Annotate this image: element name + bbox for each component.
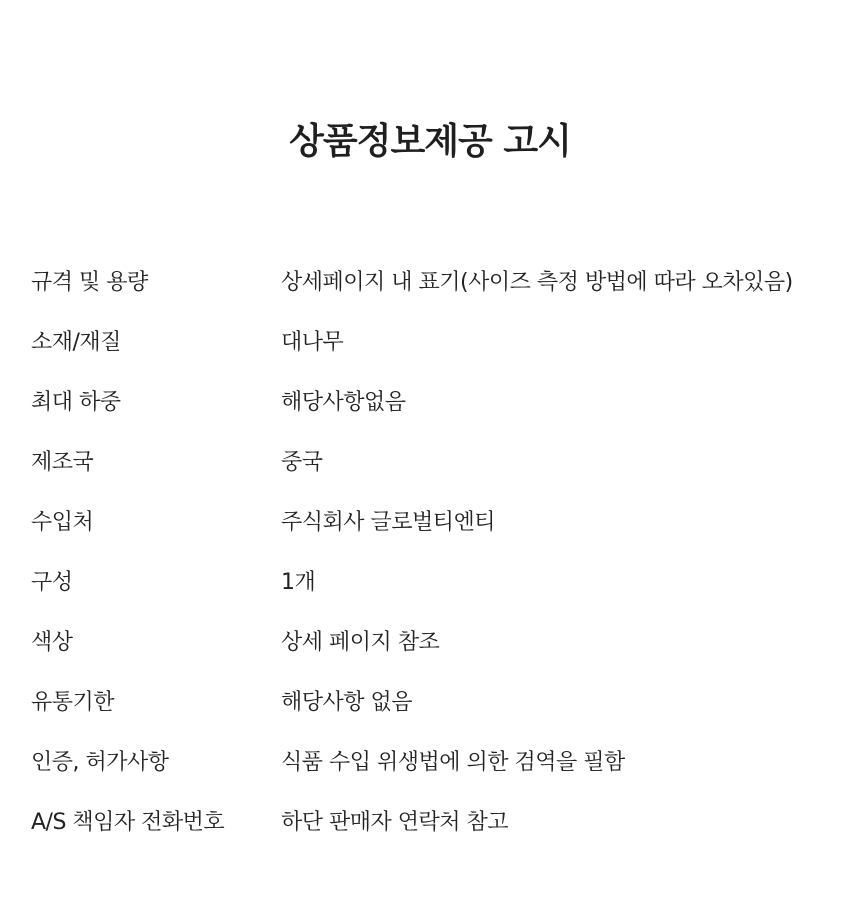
- info-table: [31, 250, 851, 850]
- row-value: 중국: [281, 449, 323, 475]
- table-row: [31, 250, 851, 310]
- row-label: 인증, 허가사항: [31, 749, 169, 775]
- table-row: [31, 730, 851, 790]
- row-label: 색상: [31, 629, 73, 655]
- table-row: [31, 370, 851, 430]
- row-value: 상세페이지 내 표기(사이즈 측정 방법에 따라 오차있음): [281, 269, 793, 295]
- table-row: [31, 310, 851, 370]
- row-value: 대나무: [281, 329, 344, 355]
- row-label: 소재/재질: [31, 329, 121, 355]
- page-title: 상품정보제공 고시: [289, 121, 571, 162]
- table-row: [31, 790, 851, 850]
- row-label: A/S 책임자 전화번호: [31, 809, 225, 835]
- table-row: [31, 490, 851, 550]
- row-label: 규격 및 용량: [31, 269, 148, 295]
- row-value: 식품 수입 위생법에 의한 검역을 필함: [281, 749, 625, 775]
- row-value: 해당사항없음: [281, 389, 406, 415]
- row-value: 해당사항 없음: [281, 689, 413, 715]
- row-value: 주식회사 글로벌티엔티: [281, 509, 496, 535]
- row-label: 유통기한: [31, 689, 115, 715]
- row-label: 구성: [31, 569, 73, 595]
- row-label: 제조국: [31, 449, 94, 475]
- row-value: 1개: [281, 569, 316, 595]
- table-row: [31, 610, 851, 670]
- row-label: 수입처: [31, 509, 94, 535]
- table-row: [31, 670, 851, 730]
- table-row: [31, 430, 851, 490]
- table-row: [31, 550, 851, 610]
- row-value: 상세 페이지 참조: [281, 629, 440, 655]
- row-value: 하단 판매자 연락처 참고: [281, 809, 509, 835]
- row-label: 최대 하중: [31, 389, 121, 415]
